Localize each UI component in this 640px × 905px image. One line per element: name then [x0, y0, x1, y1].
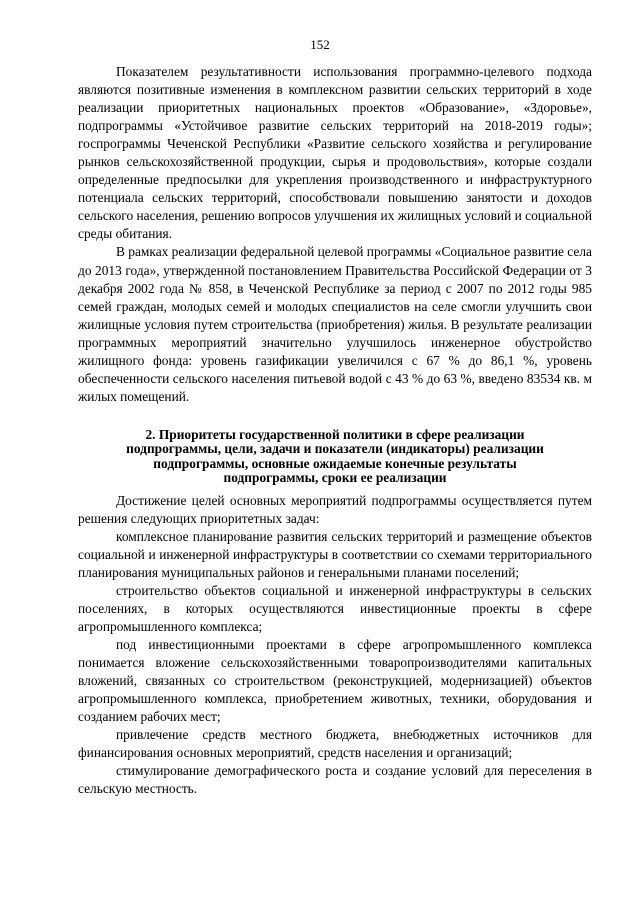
task-item-funding: привлечение средств местного бюджета, внебюджетных источников для финансирования основных мероприятий, средств населения и организаций; [78, 727, 592, 761]
section-heading-line: подпрограммы, сроки ее реализации [223, 470, 447, 486]
section-heading-line: подпрограммы, цели, задачи и показатели (индикаторы) реализации [126, 441, 544, 457]
paragraph-tasks-intro: Достижение целей основных мероприятий подпрограммы осуществляется путем решения следующих приоритетных задач: [78, 492, 592, 526]
task-item-construction: строительство объектов социальной и инженерной инфраструктуры в сельских поселениях, в которых осуществляются инвестиционные проекты в сфере агропромышленного комплекса; [78, 582, 592, 634]
page-content [78, 63, 592, 798]
paragraph-effectiveness: Показателем результативности использования программно-целевого подхода являются позитивные изменения в комплексном развитии сельских территорий в ходе реализации приоритетных национальных проектов «Образование», «Здоровье», подпрограммы «Устойчивое развитие сельских территорий на 2018-2019 годы»; госпрограммы Чеченской Республики «Развитие сельского хозяйства и регулирование рынков сельскохозяйственной продукции, сырья и продовольствия», которые создали определенные предпосылки для укрепления производственного и инфраструктурного потенциала сельских территорий, способствовали повышению занятости и доходов сельского населения, решению вопросов улучшения их жилищных условий и социальной среды обитания. [78, 64, 592, 242]
section-heading-line: 2. Приоритеты государственной политики в сфере реализации [145, 426, 525, 442]
section-heading [78, 428, 592, 486]
task-item-planning: комплексное планирование развития сельских территорий и размещение объектов социальной и инженерной инфраструктуры в соответствии со схемами территориального планирования муниципальных районов и генеральными планами поселений; [78, 528, 592, 580]
task-item-demographic: стимулирование демографического роста и создание условий для переселения в сельскую местность. [78, 763, 592, 797]
task-item-investment-definition: под инвестиционными проектами в сфере агропромышленного комплекса понимается вложение сельскохозяйственными товаропроизводителями капитальных вложений, связанных со строительством (реконструкцией, модернизацией) объектов агропромышленного комплекса, приобретением животных, техники, оборудования и созданием рабочих мест; [78, 636, 592, 725]
section-heading-line: подпрограммы, основные ожидаемые конечные результаты [153, 455, 517, 471]
paragraph-federal-program: В рамках реализации федеральной целевой программы «Социальное развитие села до 2013 года», утвержденной постановлением Правительства Российской Федерации от 3 декабря 2002 года № 858, в Чеченской Республике за период с 2007 по 2012 годы 985 семей граждан, молодых семей и молодых специалистов на селе смогли улучшить свои жилищные условия путем строительства (приобретения) жилья. В результате реализации программных мероприятий значительно улучшилось инженерное обустройство жилищного фонда: уровень газификации увеличился с 67 % до 86,1 %, уровень обеспеченности сельского населения питьевой водой с 43 % до 63 %, введено 83534 кв. м жилых помещений. [78, 244, 592, 404]
page-number: 152 [310, 37, 330, 52]
